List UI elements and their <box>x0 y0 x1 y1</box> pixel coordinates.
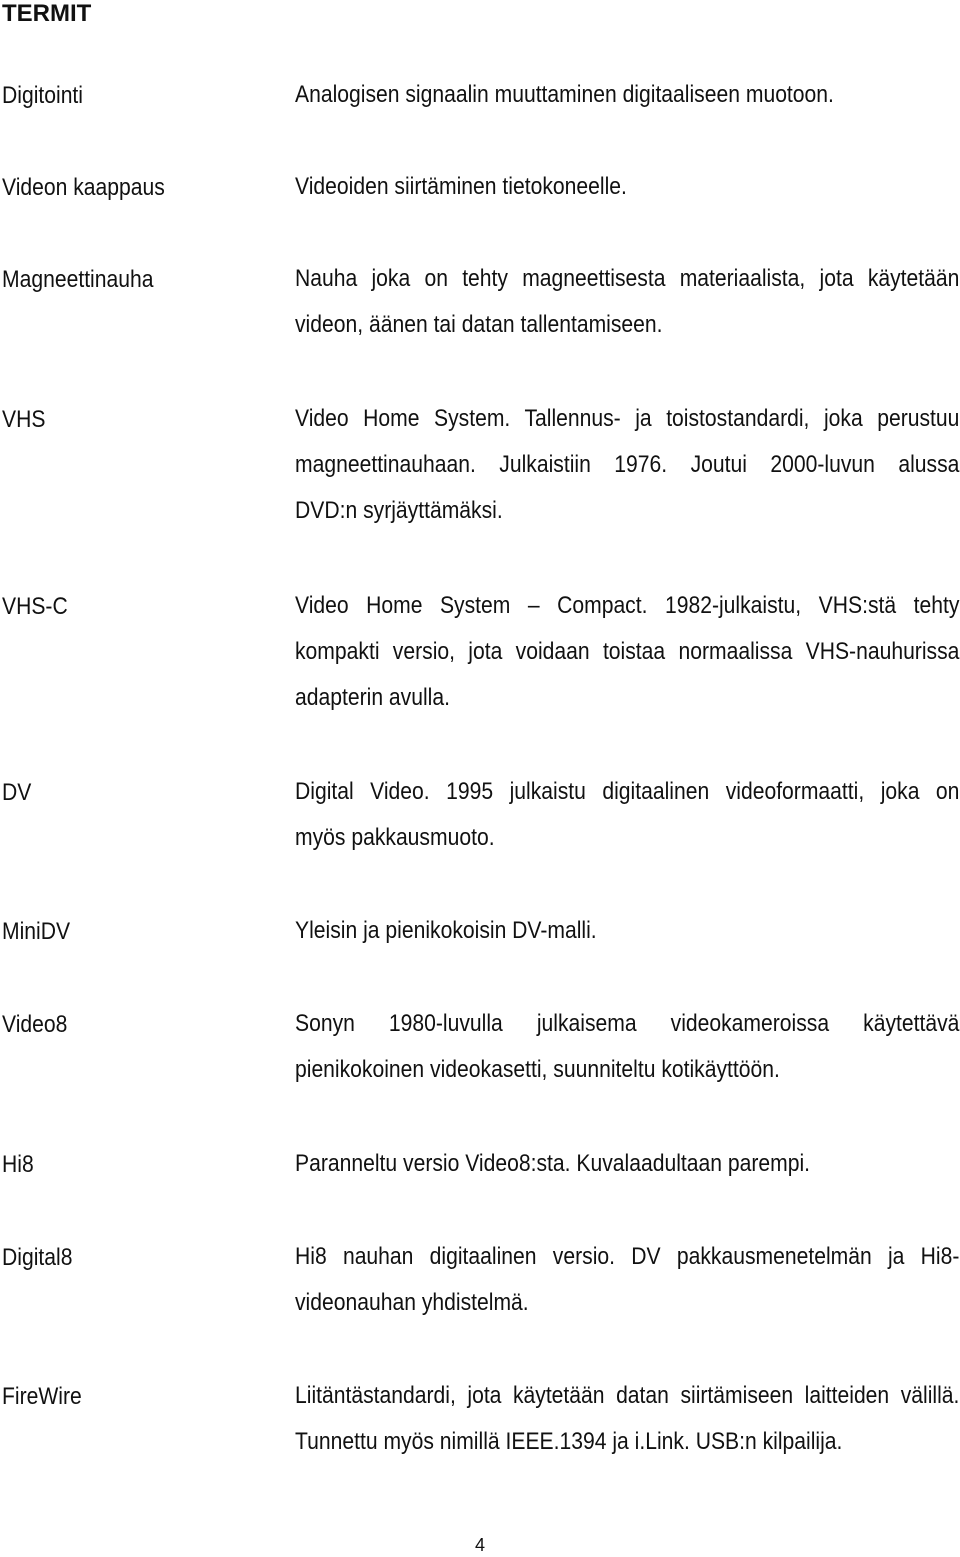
page-number: 4 <box>474 1535 485 1555</box>
term-digitointi: Digitointi <box>2 82 84 109</box>
term-video8: Video8 <box>2 1011 68 1038</box>
definition-line: Nauha joka on tehty magneettisesta materiaalista, jota käytetään <box>295 265 960 292</box>
definition-line: Video Home System. Tallennus- ja toistostandardi, joka perustuu <box>295 405 960 432</box>
definition-line: adapterin avulla. <box>295 684 450 711</box>
term-firewire: FireWire <box>2 1383 82 1410</box>
definition-digital8 <box>295 1234 959 1326</box>
definition-magneettinauha <box>295 256 959 348</box>
term-videon-kaappaus: Videon kaappaus <box>2 174 165 201</box>
definition-line: DVD:n syrjäyttämäksi. <box>295 497 503 524</box>
definition-line: Sonyn 1980-luvulla julkaisema videokameroissa käytettävä <box>295 1010 960 1037</box>
term-vhs: VHS <box>2 406 46 433</box>
definition-line: Hi8 nauhan digitaalinen versio. DV pakkausmenetelmän ja Hi8- <box>295 1243 960 1270</box>
definition-line: magneettinauhaan. Julkaistiin 1976. Joutui 2000-luvun alussa <box>295 451 960 478</box>
term-dv: DV <box>2 779 32 806</box>
definition-minidv <box>295 908 959 954</box>
definition-line: videon, äänen tai datan tallentamiseen. <box>295 311 663 338</box>
term-digital8: Digital8 <box>2 1244 73 1271</box>
definition-line: Yleisin ja pienikokoisin DV-malli. <box>295 917 597 944</box>
definition-line: Videoiden siirtäminen tietokoneelle. <box>295 173 627 200</box>
definition-line: kompakti versio, jota voidaan toistaa normaalissa VHS-nauhurissa <box>295 638 960 665</box>
definition-line: Tunnettu myös nimillä IEEE.1394 ja i.Link. USB:n kilpailija. <box>295 1428 843 1455</box>
term-vhs-c: VHS-C <box>2 593 68 620</box>
definition-line: myös pakkausmuoto. <box>295 824 495 851</box>
definition-line: Digital Video. 1995 julkaistu digitaalinen videoformaatti, joka on <box>295 778 960 805</box>
definition-digitointi <box>295 72 959 118</box>
definition-line: pienikokoinen videokasetti, suunniteltu kotikäyttöön. <box>295 1056 780 1083</box>
definition-firewire <box>295 1373 959 1465</box>
definition-dv <box>295 769 959 861</box>
definition-video8 <box>295 1001 959 1093</box>
definition-hi8 <box>295 1141 959 1187</box>
page-heading: TERMIT <box>2 0 92 27</box>
definition-videon-kaappaus <box>295 164 959 210</box>
definition-vhs-c <box>295 583 959 721</box>
term-minidv: MiniDV <box>2 918 71 945</box>
definition-vhs <box>295 396 959 534</box>
definition-line: Paranneltu versio Video8:sta. Kuvalaadultaan parempi. <box>295 1150 811 1177</box>
definition-line: Video Home System – Compact. 1982-julkaistu, VHS:stä tehty <box>295 592 960 619</box>
definition-line: Liitäntästandardi, jota käytetään datan siirtämiseen laitteiden välillä. <box>295 1382 960 1409</box>
definition-line: videonauhan yhdistelmä. <box>295 1289 529 1316</box>
term-hi8: Hi8 <box>2 1151 34 1178</box>
definition-line: Analogisen signaalin muuttaminen digitaaliseen muotoon. <box>295 81 834 108</box>
term-magneettinauha: Magneettinauha <box>2 266 154 293</box>
